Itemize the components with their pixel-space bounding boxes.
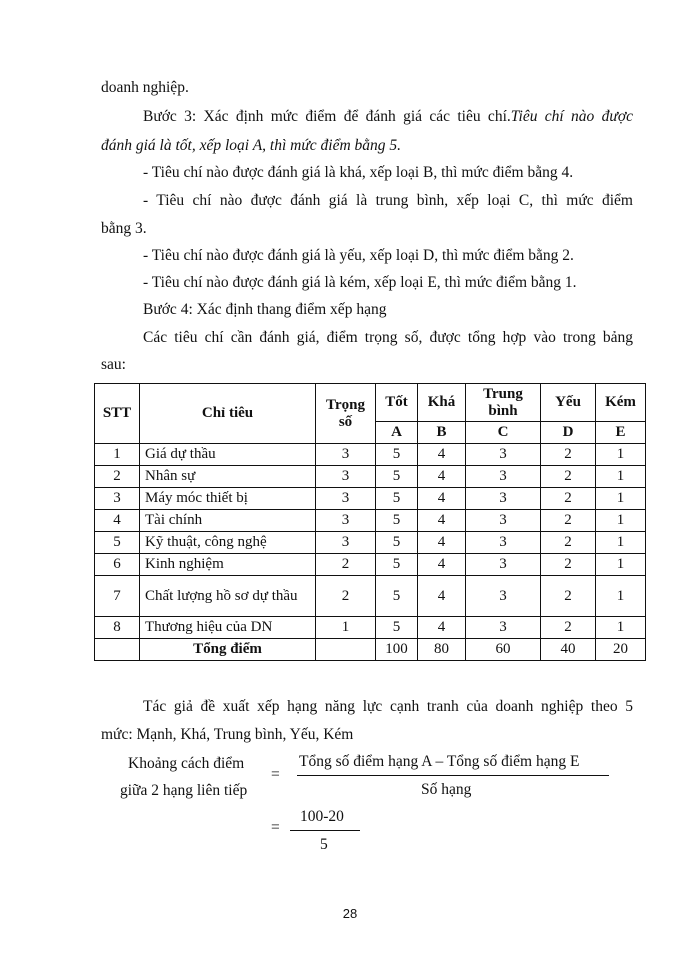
header-trongso: Trọng số <box>316 384 376 444</box>
formula-eq-1: = <box>271 766 280 783</box>
row-b: 4 <box>418 510 466 532</box>
header-a: A <box>376 422 418 444</box>
row-e: 1 <box>596 488 646 510</box>
row-stt: 6 <box>95 554 140 576</box>
header-kha: Khá <box>418 384 466 422</box>
total-d: 40 <box>541 639 596 661</box>
row-a: 5 <box>376 617 418 639</box>
row-a: 5 <box>376 488 418 510</box>
table-row <box>95 576 646 617</box>
row-name: Máy móc thiết bị <box>140 488 316 510</box>
table-row <box>95 488 646 510</box>
row-weight: 3 <box>316 466 376 488</box>
table-intro <box>143 329 633 347</box>
formula-denominator: Số hạng <box>421 781 472 798</box>
row-name: Kinh nghiệm <box>140 554 316 576</box>
bullet-c <box>143 192 633 210</box>
header-chitieu: Chỉ tiêu <box>140 384 316 444</box>
row-e: 1 <box>596 554 646 576</box>
header-d: D <box>541 422 596 444</box>
header-c: C <box>466 422 541 444</box>
row-b: 4 <box>418 466 466 488</box>
row-weight: 2 <box>316 576 376 617</box>
row-d: 2 <box>541 617 596 639</box>
page-number: 28 <box>342 906 358 921</box>
formula-numerator-2: 100-20 <box>300 808 344 825</box>
row-a: 5 <box>376 576 418 617</box>
row-e: 1 <box>596 466 646 488</box>
proposal-cont: mức: Mạnh, Khá, Trung bình, Yếu, Kém <box>101 726 354 743</box>
row-stt: 8 <box>95 617 140 639</box>
row-a: 5 <box>376 554 418 576</box>
row-name: Thương hiệu của DN <box>140 617 316 639</box>
row-d: 2 <box>541 532 596 554</box>
header-trungbinh: Trung bình <box>466 384 541 422</box>
bullet-b: - Tiêu chí nào được đánh giá là khá, xếp loại B, thì mức điểm bằng 4. <box>143 164 574 181</box>
total-b: 80 <box>418 639 466 661</box>
row-weight: 3 <box>316 488 376 510</box>
total-empty <box>95 639 140 661</box>
table-row <box>95 466 646 488</box>
row-weight: 3 <box>316 444 376 466</box>
step4-title: Bước 4: Xác định thang điểm xếp hạng <box>143 301 387 318</box>
row-c: 3 <box>466 466 541 488</box>
header-yeu: Yếu <box>541 384 596 422</box>
step3-title: Bước 3: Xác định mức điểm để đánh giá các tiêu chí. <box>143 108 511 125</box>
formula-lhs-2: giữa 2 hạng liên tiếp <box>120 782 248 799</box>
row-e: 1 <box>596 532 646 554</box>
row-e: 1 <box>596 444 646 466</box>
table-row <box>95 617 646 639</box>
row-d: 2 <box>541 576 596 617</box>
row-stt: 2 <box>95 466 140 488</box>
row-name: Nhân sự <box>140 466 316 488</box>
row-d: 2 <box>541 444 596 466</box>
row-stt: 4 <box>95 510 140 532</box>
bullet-c-cont: bằng 3. <box>101 220 147 237</box>
row-b: 4 <box>418 532 466 554</box>
header-stt: STT <box>95 384 140 444</box>
row-e: 1 <box>596 617 646 639</box>
row-c: 3 <box>466 510 541 532</box>
header-tot: Tốt <box>376 384 418 422</box>
row-e: 1 <box>596 576 646 617</box>
row-b: 4 <box>418 444 466 466</box>
formula-numerator: Tổng số điểm hạng A – Tổng số điểm hạng E <box>299 753 580 770</box>
bullet-e: - Tiêu chí nào được đánh giá là kém, xếp loại E, thì mức điểm bằng 1. <box>143 274 577 291</box>
step3-italic-cont: đánh giá là tốt, xếp loại A, thì mức điểm bằng 5. <box>101 137 402 154</box>
row-stt: 5 <box>95 532 140 554</box>
row-name: Tài chính <box>140 510 316 532</box>
proposal-paragraph <box>143 698 633 716</box>
formula-denominator-2: 5 <box>320 836 328 853</box>
total-c: 60 <box>466 639 541 661</box>
row-e: 1 <box>596 510 646 532</box>
row-b: 4 <box>418 617 466 639</box>
row-a: 5 <box>376 444 418 466</box>
row-a: 5 <box>376 532 418 554</box>
row-weight: 2 <box>316 554 376 576</box>
row-weight: 3 <box>316 510 376 532</box>
row-c: 3 <box>466 617 541 639</box>
row-b: 4 <box>418 554 466 576</box>
formula-fraction-bar-2 <box>290 830 360 831</box>
row-c: 3 <box>466 444 541 466</box>
table-row <box>95 444 646 466</box>
row-c: 3 <box>466 576 541 617</box>
row-name: Chất lượng hồ sơ dự thầu <box>140 576 316 617</box>
row-name: Kỹ thuật, công nghệ <box>140 532 316 554</box>
total-label: Tổng điểm <box>140 639 316 661</box>
row-stt: 3 <box>95 488 140 510</box>
row-d: 2 <box>541 510 596 532</box>
header-b: B <box>418 422 466 444</box>
bullet-d: - Tiêu chí nào được đánh giá là yếu, xếp loại D, thì mức điểm bằng 2. <box>143 247 574 264</box>
bullet-c-text: - Tiêu chí nào được đánh giá là trung bình, xếp loại C, thì mức điểm <box>143 192 633 209</box>
formula-fraction-bar <box>297 775 609 776</box>
formula-lhs-1: Khoảng cách điểm <box>128 755 245 772</box>
row-weight: 1 <box>316 617 376 639</box>
row-d: 2 <box>541 488 596 510</box>
row-b: 4 <box>418 576 466 617</box>
table-row <box>95 532 646 554</box>
total-weight-empty <box>316 639 376 661</box>
row-a: 5 <box>376 510 418 532</box>
table-row <box>95 510 646 532</box>
total-a: 100 <box>376 639 418 661</box>
row-weight: 3 <box>316 532 376 554</box>
table-intro-text: Các tiêu chí cần đánh giá, điểm trọng số, được tổng hợp vào trong bảng <box>143 329 633 346</box>
formula-eq-2: = <box>271 819 280 836</box>
row-c: 3 <box>466 488 541 510</box>
criteria-table <box>94 383 646 661</box>
row-a: 5 <box>376 466 418 488</box>
row-b: 4 <box>418 488 466 510</box>
header-kem: Kém <box>596 384 646 422</box>
row-stt: 1 <box>95 444 140 466</box>
step3-italic: Tiêu chí nào được <box>510 108 633 125</box>
paragraph-continuation: doanh nghiệp. <box>101 79 189 96</box>
row-stt: 7 <box>95 576 140 617</box>
row-d: 2 <box>541 554 596 576</box>
table-intro-cont: sau: <box>101 356 126 373</box>
table-row <box>95 554 646 576</box>
total-e: 20 <box>596 639 646 661</box>
proposal-text: Tác giả đề xuất xếp hạng năng lực cạnh tranh của doanh nghiệp theo 5 <box>143 698 633 715</box>
step3-paragraph <box>143 108 633 126</box>
row-c: 3 <box>466 532 541 554</box>
row-name: Giá dự thầu <box>140 444 316 466</box>
row-c: 3 <box>466 554 541 576</box>
header-e: E <box>596 422 646 444</box>
row-d: 2 <box>541 466 596 488</box>
